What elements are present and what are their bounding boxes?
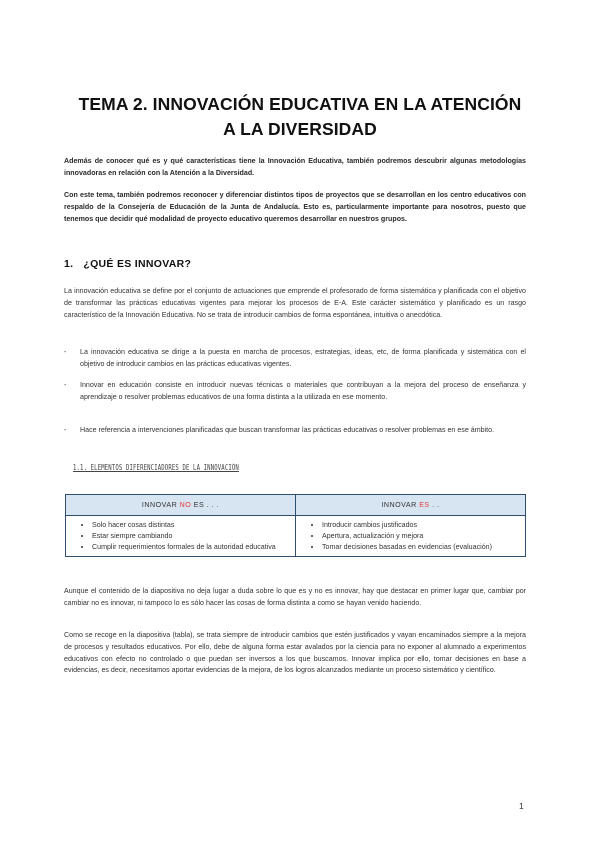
section-paragraph: La innovación educativa se define por el conjunto de actuaciones que emprende el profesorado de forma sistemática y planificada con el objetivo de transformar las prácticas educativas vigentes para mejorar los procesos de E-A. Este carácter sistemático y planificado es un rasgo característico de la Innovación Educativa. No se trata de introducir cambios de forma espontánea, intuitiva o anecdótica. <box>64 287 526 319</box>
list-item: • Tomar decisiones basadas en evidencias (evaluación) <box>322 542 519 553</box>
list-item <box>64 380 526 404</box>
table-cell-es <box>296 516 526 557</box>
table-cell-no-es <box>66 516 296 557</box>
list-item: • Estar siempre cambiando <box>92 531 289 542</box>
section-heading <box>64 258 191 270</box>
page-title <box>60 92 540 142</box>
list-item: • Introducir cambios justificados <box>322 520 519 531</box>
subsection-heading: 1.1. ELEMENTOS DIFERENCIADORES DE LA INNOVACIÓN <box>73 463 239 472</box>
list-item <box>64 347 526 371</box>
table-row <box>66 516 526 557</box>
es-list <box>296 520 519 552</box>
title-line-2: A LA DIVERSIDAD <box>223 119 377 139</box>
title-line-1: TEMA 2. INNOVACIÓN EDUCATIVA EN LA ATENCIÓN <box>78 94 522 114</box>
list-item-text: La innovación educativa se dirige a la puesta en marcha de procesos, estrategias, ideas, etc, de forma planificada y sistemática con el objetivo de introducir cambios en las prácticas educativas vigentes. <box>80 348 526 368</box>
es-highlight: ES <box>419 501 430 509</box>
list-item-text: Hace referencia a intervenciones planificadas que buscan transformar las prácticas educativas o resolver problemas en ese ámbito. <box>80 426 495 434</box>
body-paragraph-1: Aunque el contenido de la diapositiva no deja lugar a duda sobre lo que es y no es innovar, hay que destacar en primer lugar que, cambiar por cambiar no es innovar, ni tampoco lo es sólo hacer las cosas de forma distinta a como se hayan venido haciendo. <box>64 587 526 607</box>
dash-marker: - <box>64 348 67 356</box>
list-item: • Apertura, actualización y mejora <box>322 531 519 542</box>
body-paragraph-2: Como se recoge en la diapositiva (tabla), se trata siempre de introducir cambios que estén justificados y vayan encaminados siempre a la mejora de procesos y resultados educativos. Por ello, debe de alguna forma estar avalados por la ciencia para no exponer al alumnado a experimentos educativos con efecto no controlado o que puedan ser inversos a los que buscamos. Innovar implica por ello, tomar decisiones en base a evidencias, es decir, necesitamos aportar evidencias de la mejora, de los logros alcanzados mediante un proceso sistemático y científico. <box>64 631 526 675</box>
list-item <box>64 425 526 437</box>
dash-marker: - <box>64 426 67 434</box>
table-header-no-es: INNOVAR NO ES . . . <box>66 495 296 516</box>
list-item-text: Innovar en educación consiste en introducir nuevas técnicas o materiales que contribuyan a la mejora del proceso de enseñanza y aprendizaje o resolver problemas educativos de una forma distinta a la utilizada en ese momento. <box>80 381 526 401</box>
no-highlight: NO <box>179 501 192 509</box>
dash-marker: - <box>64 381 67 389</box>
section-heading-text: ¿QUÉ ES INNOVAR? <box>83 258 192 270</box>
table-header-row <box>66 495 526 516</box>
no-es-list <box>66 520 289 552</box>
intro-paragraph-1: Además de conocer qué es y qué características tiene la Innovación Educativa, también podremos descubrir algunas metodologías innovadoras en relación con la Atención a la Diversidad. <box>64 157 526 177</box>
page-number: 1 <box>519 801 524 811</box>
intro-paragraph-2: Con este tema, también podremos reconocer y diferenciar distintos tipos de proyectos que se desarrollan en los centro educativos con respaldo de la Consejería de Educación de la Junta de Andalucía. Esto es, particularmente importante para nosotros, puesto que tenemos que decidir qué modalidad de proyecto educativo queremos desarrollar en nuestros grupos. <box>64 191 526 223</box>
section-number: 1. <box>64 258 74 270</box>
list-item: • Cumplir requerimientos formales de la autoridad educativa <box>92 542 289 553</box>
comparison-table <box>65 494 526 557</box>
table-header-es: INNOVAR ES . . <box>296 495 526 516</box>
list-item: • Solo hacer cosas distintas <box>92 520 289 531</box>
